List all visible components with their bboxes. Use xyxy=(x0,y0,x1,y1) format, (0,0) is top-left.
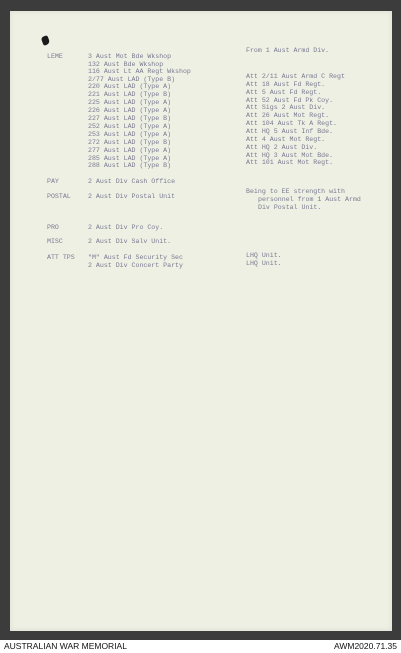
unit-entry: 225 Aust LAD (Type A) xyxy=(88,99,172,106)
unit-entry: "M" Aust Fd Security Sec xyxy=(88,254,183,261)
archive-credit: AUSTRALIAN WAR MEMORIAL xyxy=(4,641,127,651)
remark-entry: Att 52 Aust Fd Pk Coy. xyxy=(246,97,334,104)
unit-entry: 220 Aust LAD (Type A) xyxy=(88,83,172,90)
section-label-pro: PRO xyxy=(47,224,59,231)
remark-entry: Att 4 Aust Mot Regt. xyxy=(246,136,326,143)
section-label-pay: PAY xyxy=(47,178,59,185)
unit-entry: 2 Aust Div Concert Party xyxy=(88,262,183,269)
remark-entry: Att HQ 2 Aust Div. xyxy=(246,144,318,151)
document-page xyxy=(10,11,392,631)
unit-entry: 227 Aust LAD (Type B) xyxy=(88,115,172,122)
remark-entry: LHQ Unit. xyxy=(246,260,282,267)
remark-entry: Att HQ 3 Aust Mot Bde. xyxy=(246,152,334,159)
unit-entry: 253 Aust LAD (Type A) xyxy=(88,131,172,138)
unit-entry: 252 Aust LAD (Type A) xyxy=(88,123,172,130)
unit-entry: 2 Aust Div Postal Unit xyxy=(88,193,176,200)
remark-entry: Being to EE strength with xyxy=(246,188,345,195)
remark-entry: LHQ Unit. xyxy=(246,252,282,259)
unit-entry: 132 Aust Bde Wkshop xyxy=(88,61,164,68)
unit-entry: 226 Aust LAD (Type A) xyxy=(88,107,172,114)
unit-entry: 285 Aust LAD (Type A) xyxy=(88,155,172,162)
archive-reference: AWM2020.71.35 xyxy=(334,641,397,651)
section-label-att-tps: ATT TPS xyxy=(47,254,75,261)
remark-entry: personnel from 1 Aust Armd xyxy=(258,196,361,203)
section-label-postal: POSTAL xyxy=(47,193,71,200)
unit-entry: 2 Aust Div Pro Coy. xyxy=(88,224,164,231)
remark-entry: Att 2/11 Aust Armd C Regt xyxy=(246,73,345,80)
remark-entry: Att 5 Aust Fd Regt. xyxy=(246,89,322,96)
unit-entry: 2/77 Aust LAD (Type B) xyxy=(88,76,176,83)
remark-entry: Att HQ 5 Aust Inf Bde. xyxy=(246,128,334,135)
unit-entry: 116 Aust Lt AA Regt Wkshop xyxy=(88,68,191,75)
remark-entry: Att 104 Aust Tk A Regt. xyxy=(246,120,338,127)
unit-entry: 221 Aust LAD (Type B) xyxy=(88,91,172,98)
unit-entry: 277 Aust LAD (Type A) xyxy=(88,147,172,154)
remark-entry: Att 26 Aust Mot Regt. xyxy=(246,112,330,119)
unit-entry: 272 Aust LAD (Type B) xyxy=(88,139,172,146)
unit-entry: 288 Aust LAD (Type B) xyxy=(88,162,172,169)
remark-entry: Att 101 Aust Mot Regt. xyxy=(246,159,334,166)
remark-entry: Att 18 Aust Fd Regt. xyxy=(246,81,326,88)
unit-entry: 2 Aust Div Cash Office xyxy=(88,178,176,185)
remark-entry: From 1 Aust Armd Div. xyxy=(246,47,330,54)
unit-entry: 2 Aust Div Salv Unit. xyxy=(88,238,172,245)
unit-entry: 3 Aust Mot Bde Wkshop xyxy=(88,53,172,60)
remark-entry: Att Sigs 2 Aust Div. xyxy=(246,104,326,111)
section-label-misc: MISC xyxy=(47,238,63,245)
section-label-leme: LEME xyxy=(47,53,63,60)
remark-entry: Div Postal Unit. xyxy=(258,204,322,211)
